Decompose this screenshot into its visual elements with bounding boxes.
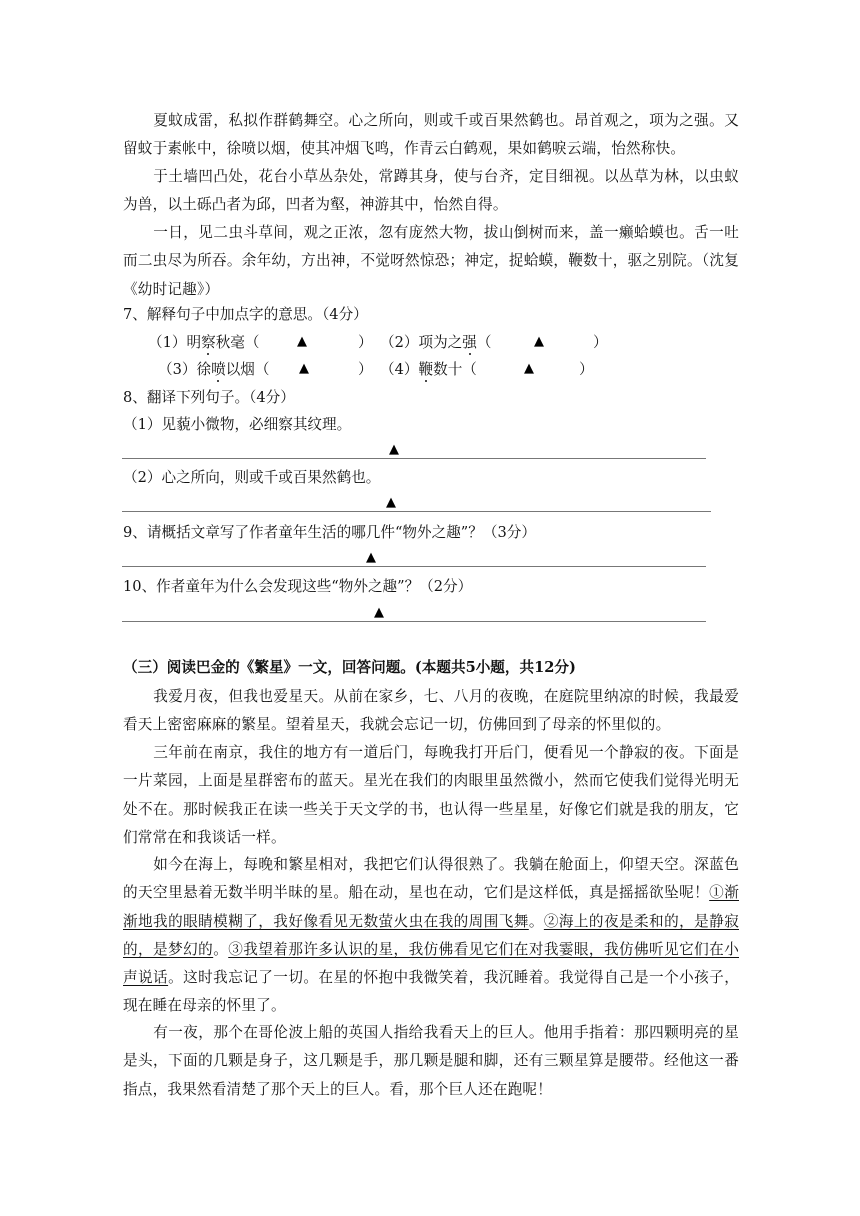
q7-item-2-close: ）: [593, 334, 608, 351]
answer-marker: ▲: [534, 334, 544, 349]
answer-marker: ▲: [389, 442, 399, 457]
underlined-sentence-3: ③我望着那许多认识的星，我仿佛看见它们在对我霎眼，我仿佛听见它们在小声说话: [123, 940, 739, 987]
q7-item-1-close: ）: [358, 334, 373, 351]
answer-marker: ▲: [366, 550, 376, 565]
fanxing-paragraph-4: 有一夜，那个在哥伦波上船的英国人指给我看天上的巨人。他用手指着：那四颗明亮的星是头，下面的几颗是身子，这几颗是手，那几颗是腿和脚，还有三颗星算是腰带。经他这一番指点，我果然看清楚了那个天上的巨人。看，那个巨人还在跑呢！: [123, 1024, 739, 1098]
q7-item-4: （4）鞭数十（: [380, 361, 477, 378]
fanxing-paragraph-3: 如今在海上，每晚和繁星相对，我把它们认得很熟了。我躺在舱面上，仰望天空。深蓝色的天空里悬着无数半明半昧的星。船在动，星也在动，它们是这样低，真是摇摇欲坠呢！①渐渐地我的眼睛模糊了，我好像看见无数萤火虫在我的周围飞舞。②海上的夜是柔和的，是静寂的，是梦幻的。③我望着那许多认识的星，我仿佛看见它们在对我霎眼，我仿佛听见它们在小声说话。这时我忘记了一切。在星的怀抱中我微笑着，我沉睡着。我觉得自己是一个小孩子，现在睡在母亲的怀里了。: [123, 856, 739, 1015]
passage-paragraph-2: 于土墙凹凸处，花台小草丛杂处，常蹲其身，使与台齐，定目细视。以丛草为林，以虫蚁为兽，以土砾凸者为邱，凹者为壑，神游其中，怡然自得。: [123, 168, 739, 214]
q7-item-1: （1）明察秋毫（: [148, 334, 260, 351]
answer-line[interactable]: [122, 566, 706, 567]
q8-sentence-1: （1）见藐小微物，必细察其纹理。: [123, 416, 352, 433]
section-3-heading: （三）阅读巴金的《繁星》一文，回答问题。(本题共5小题，共12分): [123, 659, 576, 676]
q8-sentence-2: （2）心之所向，则或千或百果然鹤也。: [123, 469, 381, 486]
q7-item-2: （2）项为之强（: [380, 334, 492, 351]
answer-marker: ▲: [524, 361, 534, 376]
answer-marker: ▲: [297, 334, 307, 349]
q7-item-3: （3）徐喷以烟（: [158, 361, 270, 378]
passage-paragraph-1: 夏蚊成雷，私拟作群鹤舞空。心之所向，则或千或百果然鹤也。昂首观之，项为之强。又留蚊于素帐中，徐喷以烟，使其冲烟飞鸣，作青云白鹤观，果如鹤唳云端，怡然称快。: [123, 112, 739, 158]
answer-line[interactable]: [122, 621, 706, 622]
question-9-stem: 9、请概括文章写了作者童年生活的哪几件“物外之趣”？（3分）: [123, 524, 536, 541]
answer-marker: ▲: [374, 605, 384, 620]
q7-item-3-close: ）: [358, 361, 373, 378]
answer-line[interactable]: [122, 458, 706, 459]
question-7-stem: 7、解释句子中加点字的意思。（4分）: [123, 306, 368, 323]
fanxing-paragraph-2: 三年前在南京，我住的地方有一道后门，每晚我打开后门，便看见一个静寂的夜。下面是一片菜园，上面是星群密布的蓝天。星光在我们的肉眼里虽然微小，然而它使我们觉得光明无处不在。那时候我正在读一些关于天文学的书，也认得一些星星，好像它们就是我的朋友，它们常常在和我谈话一样。: [123, 744, 739, 846]
answer-marker: ▲: [299, 361, 309, 376]
passage-paragraph-3: 一日，见二虫斗草间，观之正浓，忽有庞然大物，拔山倒树而来，盖一癞蛤蟆也。舌一吐而二虫尽为所吞。余年幼，方出神，不觉呀然惊恐；神定，捉蛤蟆，鞭数十，驱之别院。（沈复《幼时记趣》）: [123, 224, 739, 298]
underlined-sentence-1: ①渐渐地我的眼睛模糊了，我好像看见无数萤火虫在我的周围飞舞: [123, 884, 739, 930]
question-10-stem: 10、作者童年为什么会发现这些“物外之趣”？（2分）: [123, 578, 473, 595]
answer-marker: ▲: [386, 495, 396, 510]
underlined-sentence-2: ②海上的夜是柔和的，是静寂的，是梦幻的: [123, 912, 739, 958]
fanxing-paragraph-1: 我爱月夜，但我也爱星天。从前在家乡，七、八月的夜晚，在庭院里纳凉的时候，我最爱看天上密密麻麻的繁星。望着星天，我就会忘记一切，仿佛回到了母亲的怀里似的。: [123, 688, 739, 734]
q7-item-4-close: ）: [579, 361, 594, 378]
question-8-stem: 8、翻译下列句子。（4分）: [123, 389, 295, 406]
answer-line[interactable]: [122, 511, 711, 512]
